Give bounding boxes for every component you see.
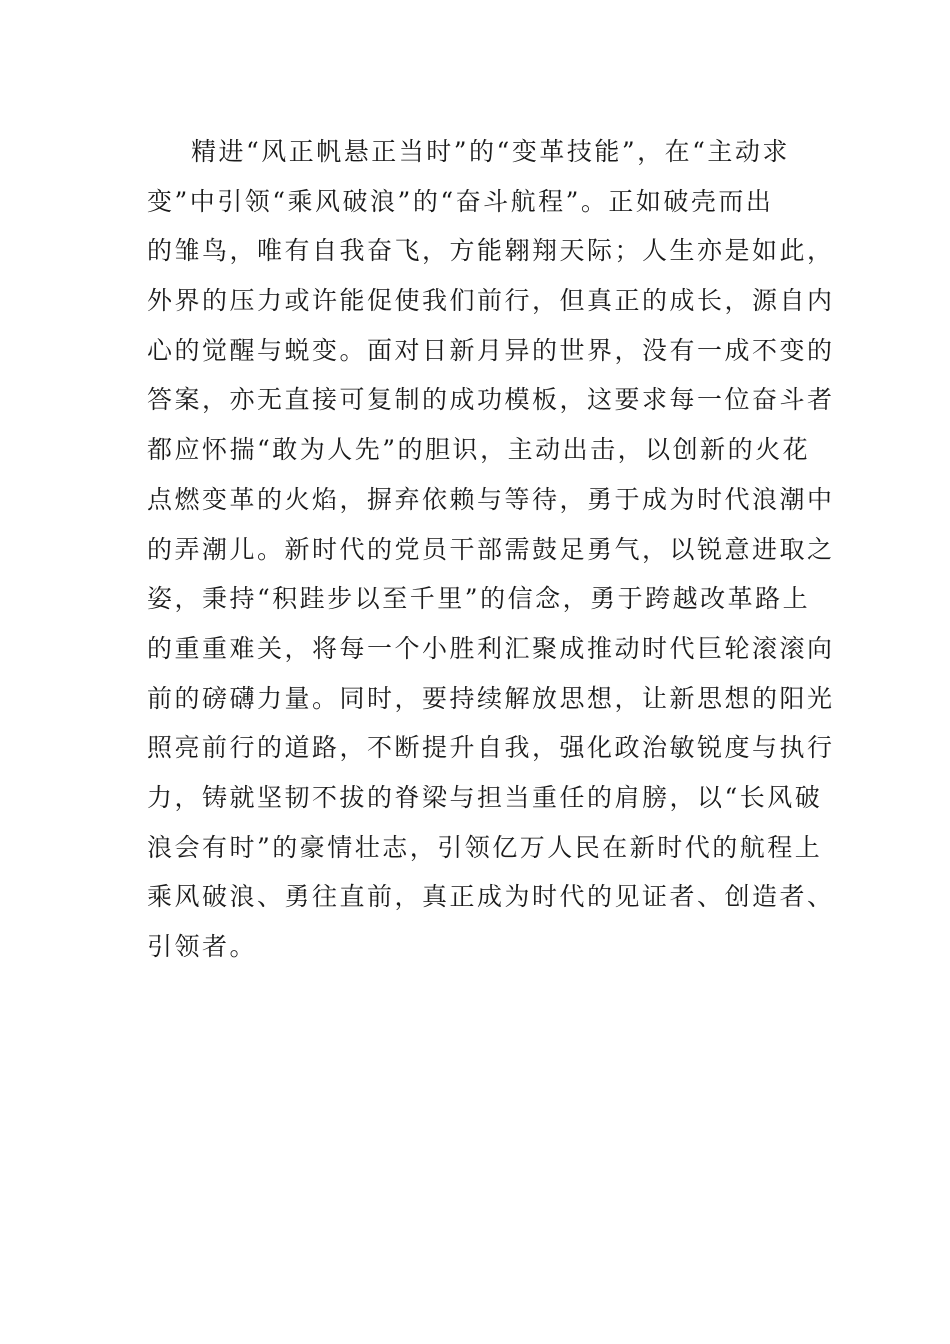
paragraph-line: 精进“风正帆悬正当时”的“变革技能”，在“主动求: [191, 137, 790, 166]
paragraph-line: 浪会有时”的豪情壮志，引领亿万人民在新时代的航程上: [147, 832, 823, 862]
body-paragraph: [147, 127, 835, 972]
paragraph-line: 的重重难关，将每一个小胜利汇聚成推动时代巨轮滚滚向: [147, 633, 835, 663]
paragraph-line: 力，铸就坚韧不拔的脊梁与担当重任的肩膀，以“长风破: [147, 782, 823, 812]
paragraph-line: 点燃变革的火焰，摒弃依赖与等待，勇于成为时代浪潮中: [147, 484, 835, 514]
paragraph-line: 的弄潮儿。新时代的党员干部需鼓足勇气，以锐意进取之: [147, 534, 835, 564]
paragraph-line: 前的磅礴力量。同时，要持续解放思想，让新思想的阳光: [147, 683, 835, 713]
paragraph-line: 都应怀揣“敢为人先”的胆识，主动出击，以创新的火花: [147, 435, 811, 465]
paragraph-line: 乘风破浪、勇往直前，真正成为时代的见证者、创造者、: [147, 882, 835, 912]
paragraph-line: 变”中引领“乘风破浪”的“奋斗航程”。正如破壳而出: [147, 186, 774, 216]
paragraph-line: 心的觉醒与蜕变。面对日新月异的世界，没有一成不变的: [147, 335, 835, 365]
paragraph-line: 引领者。: [147, 932, 258, 961]
paragraph-line: 照亮前行的道路，不断提升自我，强化政治敏锐度与执行: [147, 733, 835, 763]
paragraph-line: 答案，亦无直接可复制的成功模板，这要求每一位奋斗者: [147, 385, 835, 415]
paragraph-line: 的雏鸟，唯有自我奋飞，方能翱翔天际；人生亦是如此，: [147, 236, 835, 266]
paragraph-line: 外界的压力或许能促使我们前行，但真正的成长，源自内: [147, 286, 835, 316]
paragraph-line: 姿，秉持“积跬步以至千里”的信念，勇于跨越改革路上: [147, 584, 811, 614]
